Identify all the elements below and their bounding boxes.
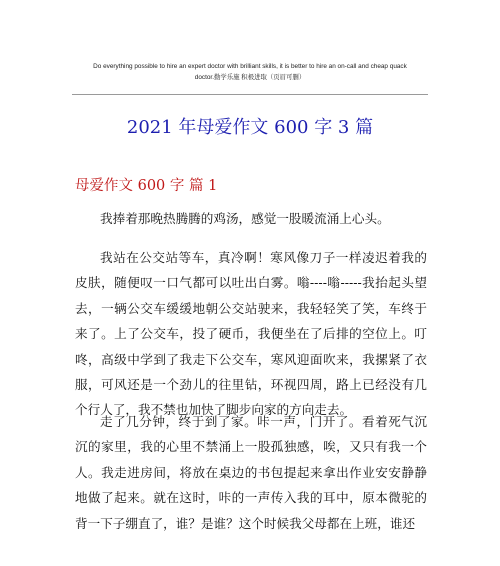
paragraph-2: 我站在公交站等车，真冷啊！寒风像刀子一样凌迟着我的皮肤，随便叹一口气都可以吐出白雾。嗡----嗡-----我抬起头望去，一辆公交车缓缓地朝公交站驶来，我轻轻笑了笑，车终于来了。上了公交车，投了硬币，我便坐在了后排的空位上。叮咚，高级中学到了我走下公交车，寒风迎面吹来，我摞紧了衣服，可风还是一个劲儿的往里钻，环视四周，路上已经没有几个行人了，我不禁也加快了脚步向家的方向走去。 bbox=[75, 250, 427, 418]
paragraph-1: 我捧着那晚热腾腾的鸡汤，感觉一股暖流涌上心头。 bbox=[100, 211, 390, 226]
page-header-english: Do everything possible to hire an expert doctor with brilliant skills, it is better to hire an on-call and cheap quack bbox=[93, 63, 407, 70]
page-header-chinese: doctor.勤学乐施 积极进取（页眉可删） bbox=[194, 74, 306, 81]
header-divider bbox=[72, 94, 428, 95]
paragraph-3: 走了几分钟，终于到了家。咔一声，门开了。看着死气沉沉的家里，我的心里不禁涌上一股孤独感，唉，又只有我一个人。我走进房间，将放在桌边的书包提起来拿出作业安安静静地做了起来。就在这时，咔的一声传入我的耳中，原本微驼的背一下子绷直了，谁？是谁？这个时候我父母都在上班，谁还 bbox=[75, 414, 427, 531]
document-title: 2021 年母爱作文 600 字 3 篇 bbox=[126, 117, 374, 138]
section-heading: 母爱作文 600 字 篇 1 bbox=[75, 178, 218, 194]
